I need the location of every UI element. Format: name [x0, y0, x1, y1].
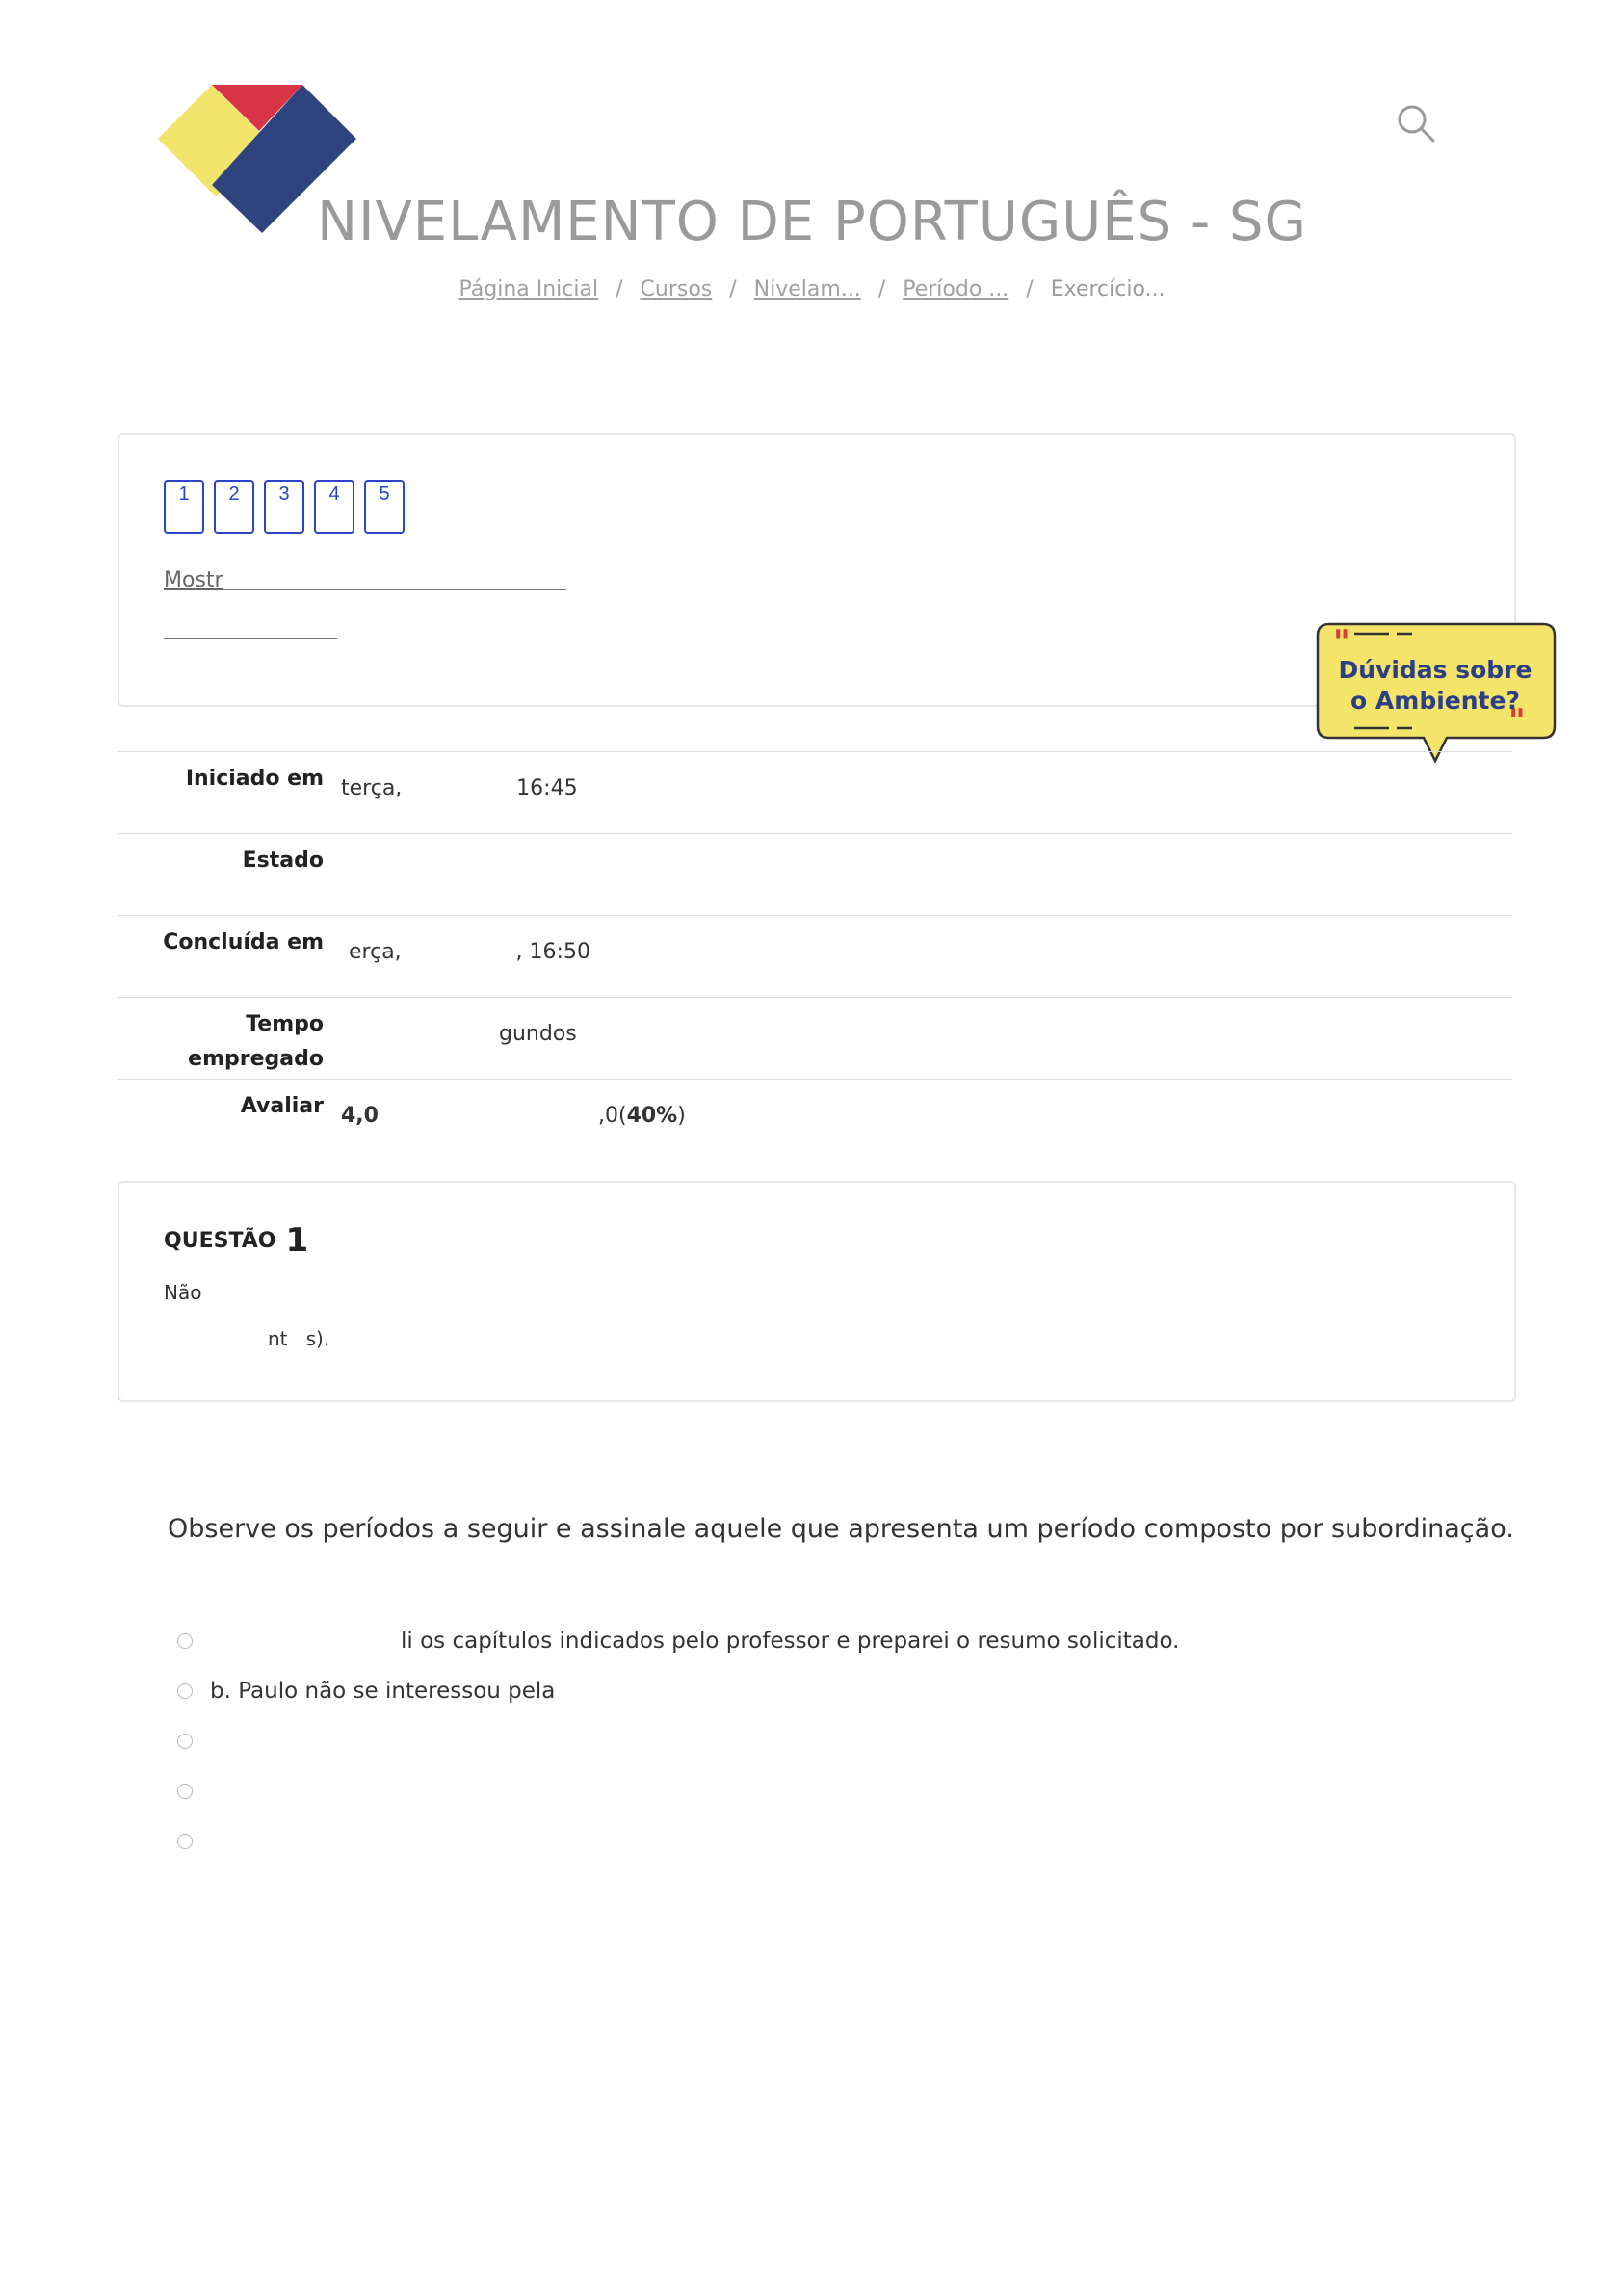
radio-button[interactable] — [177, 1633, 193, 1649]
question-status: Não — [164, 1281, 202, 1304]
grade-rest: ,0( — [597, 1104, 627, 1128]
breadcrumb-home[interactable]: Página Inicial — [458, 277, 599, 301]
link-underline — [223, 589, 566, 590]
summary-label: Estado — [242, 848, 324, 873]
radio-button[interactable] — [177, 1734, 193, 1749]
attempt-summary-table — [118, 751, 1512, 1161]
summary-row-completed — [118, 915, 1512, 997]
answer-text: b. Paulo não se interessou pela — [210, 1679, 556, 1704]
answer-option-c[interactable] — [173, 1728, 1426, 1778]
svg-text:": " — [1333, 623, 1350, 662]
show-one-page-link[interactable]: Mostr — [164, 568, 223, 592]
question-text: Observe os períodos a seguir e assinale aquele que apresenta um período composto por subordinação. — [168, 1514, 1514, 1544]
summary-value: erça, , 16:50 — [349, 940, 590, 964]
question-nav-button-5[interactable]: 5 — [364, 480, 405, 534]
radio-button[interactable] — [177, 1784, 193, 1799]
answer-options — [173, 1628, 1426, 1878]
grade-value: 4,0 — [341, 1104, 379, 1128]
answer-option-a[interactable] — [173, 1628, 1426, 1678]
breadcrumb — [0, 277, 1624, 301]
question-mark: nt s). — [268, 1327, 330, 1350]
quiz-navigation-card — [118, 433, 1516, 707]
breadcrumb-course[interactable]: Nivelam... — [753, 277, 861, 301]
question-number: 1 — [285, 1221, 309, 1260]
breadcrumb-separator: / — [616, 277, 623, 301]
answer-option-b[interactable] — [173, 1678, 1426, 1728]
breadcrumb-courses[interactable]: Cursos — [640, 277, 713, 301]
summary-label — [150, 1007, 324, 1077]
breadcrumb-separator: / — [1026, 277, 1034, 301]
summary-row-started — [118, 751, 1512, 833]
radio-button[interactable] — [177, 1834, 193, 1849]
question-heading — [164, 1221, 308, 1260]
summary-row-state — [118, 833, 1512, 915]
question-navigation — [164, 480, 405, 534]
grade-close: ) — [677, 1104, 686, 1128]
help-bubble-line1: Dúvidas sobre — [1338, 656, 1532, 684]
question-nav-button-2[interactable]: 2 — [214, 480, 254, 534]
summary-label-line: Tempo — [246, 1012, 324, 1036]
page-title: NIVELAMENTO DE PORTUGUÊS - SG — [317, 191, 1307, 253]
link-underline — [164, 638, 337, 639]
answer-option-e[interactable] — [173, 1828, 1426, 1878]
question-info-card — [118, 1181, 1516, 1402]
question-heading-label: QUESTÃO — [164, 1229, 276, 1253]
breadcrumb-period[interactable]: Período ... — [903, 277, 1009, 301]
answer-text: li os capítulos indicados pelo professor e preparei o resumo solicitado. — [401, 1629, 1180, 1654]
search-icon[interactable] — [1395, 102, 1437, 144]
svg-text:": " — [1508, 702, 1526, 741]
radio-button[interactable] — [177, 1683, 193, 1699]
summary-value — [341, 1099, 686, 1134]
help-bubble-line2: o Ambiente? — [1350, 687, 1520, 715]
question-nav-button-4[interactable]: 4 — [314, 480, 354, 534]
question-nav-button-3[interactable]: 3 — [264, 480, 304, 534]
summary-label-line: empregado — [188, 1047, 324, 1071]
breadcrumb-separator: / — [729, 277, 737, 301]
grade-percent: 40% — [626, 1104, 678, 1128]
question-nav-button-1[interactable]: 1 — [164, 480, 204, 534]
summary-label: Iniciado em — [185, 767, 324, 791]
summary-label: Avaliar — [240, 1094, 324, 1118]
summary-label: Concluída em — [163, 930, 324, 954]
breadcrumb-current: Exercício... — [1050, 277, 1166, 301]
summary-row-time — [118, 997, 1512, 1079]
summary-value: terça, 16:45 — [341, 776, 578, 800]
breadcrumb-separator: / — [877, 277, 886, 301]
summary-row-grade — [118, 1079, 1512, 1161]
answer-option-d[interactable] — [173, 1778, 1426, 1828]
summary-value: gundos — [499, 1022, 577, 1046]
